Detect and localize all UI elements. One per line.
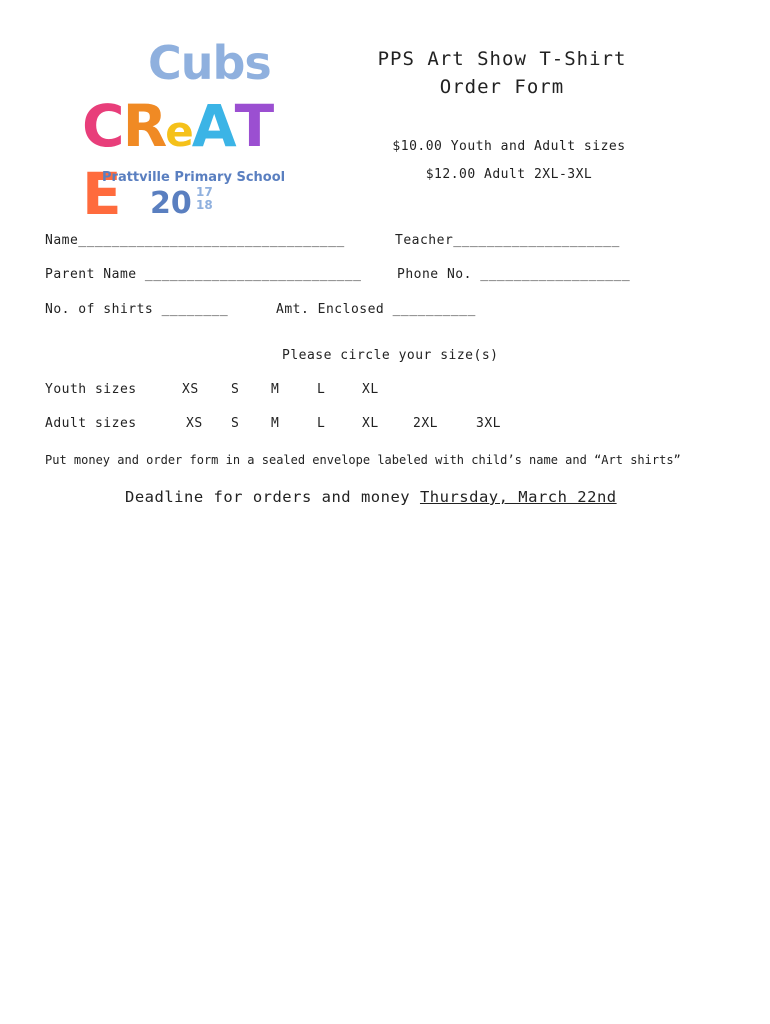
shirts-count-field[interactable]: No. of shirts ________: [45, 302, 229, 317]
price-youth-adult: $10.00 Youth and Adult sizes: [392, 139, 626, 154]
logo-school-name: Prattville Primary School: [102, 170, 286, 185]
price-2xl-3xl: $12.00 Adult 2XL-3XL: [425, 167, 593, 182]
youth-sizes-label: Youth sizes: [45, 382, 137, 397]
logo-cubs-text: Cubs: [148, 36, 271, 90]
adult-size-m[interactable]: M: [271, 416, 280, 431]
name-field[interactable]: Name________________________________: [45, 233, 345, 248]
size-instruction: Please circle your size(s): [282, 348, 499, 363]
adult-size-l[interactable]: L: [317, 416, 326, 431]
youth-size-l[interactable]: L: [317, 382, 326, 397]
logo-letter: T: [234, 92, 273, 160]
deadline: [125, 488, 617, 506]
parent-name-field[interactable]: Parent Name __________________________: [45, 267, 362, 282]
logo-year-top: 17: [196, 185, 213, 199]
deadline-date: Thursday, March 22nd: [419, 488, 617, 506]
form-title-line2: Order Form: [439, 76, 565, 98]
amount-enclosed-field[interactable]: Amt. Enclosed __________: [276, 302, 476, 317]
form-title-line1: PPS Art Show T-Shirt: [377, 48, 627, 70]
teacher-field[interactable]: Teacher____________________: [395, 233, 620, 248]
adult-size-s[interactable]: S: [231, 416, 240, 431]
adult-size-xs[interactable]: XS: [186, 416, 203, 431]
youth-size-xs[interactable]: XS: [182, 382, 199, 397]
logo-letter: E: [82, 160, 120, 228]
adult-size-xl[interactable]: XL: [362, 416, 379, 431]
cubs-create-logo: [78, 36, 298, 228]
youth-size-s[interactable]: S: [231, 382, 240, 397]
logo-letter: e: [165, 107, 192, 156]
youth-size-m[interactable]: M: [271, 382, 280, 397]
logo-year: 20: [150, 186, 192, 221]
envelope-instruction: Put money and order form in a sealed envelope labeled with child’s name and “Art shirts”: [45, 453, 681, 467]
logo-letter: A: [191, 92, 235, 160]
youth-size-xl[interactable]: XL: [362, 382, 379, 397]
logo-letter: R: [122, 92, 166, 160]
adult-sizes-label: Adult sizes: [45, 416, 137, 431]
deadline-text: Deadline for orders and money: [125, 488, 420, 506]
adult-size-2xl[interactable]: 2XL: [413, 416, 438, 431]
phone-field[interactable]: Phone No. __________________: [397, 267, 631, 282]
adult-size-3xl[interactable]: 3XL: [476, 416, 501, 431]
logo-letter: C: [82, 92, 123, 160]
logo-year-bottom: 18: [196, 198, 213, 212]
logo-year-small: [196, 186, 213, 212]
